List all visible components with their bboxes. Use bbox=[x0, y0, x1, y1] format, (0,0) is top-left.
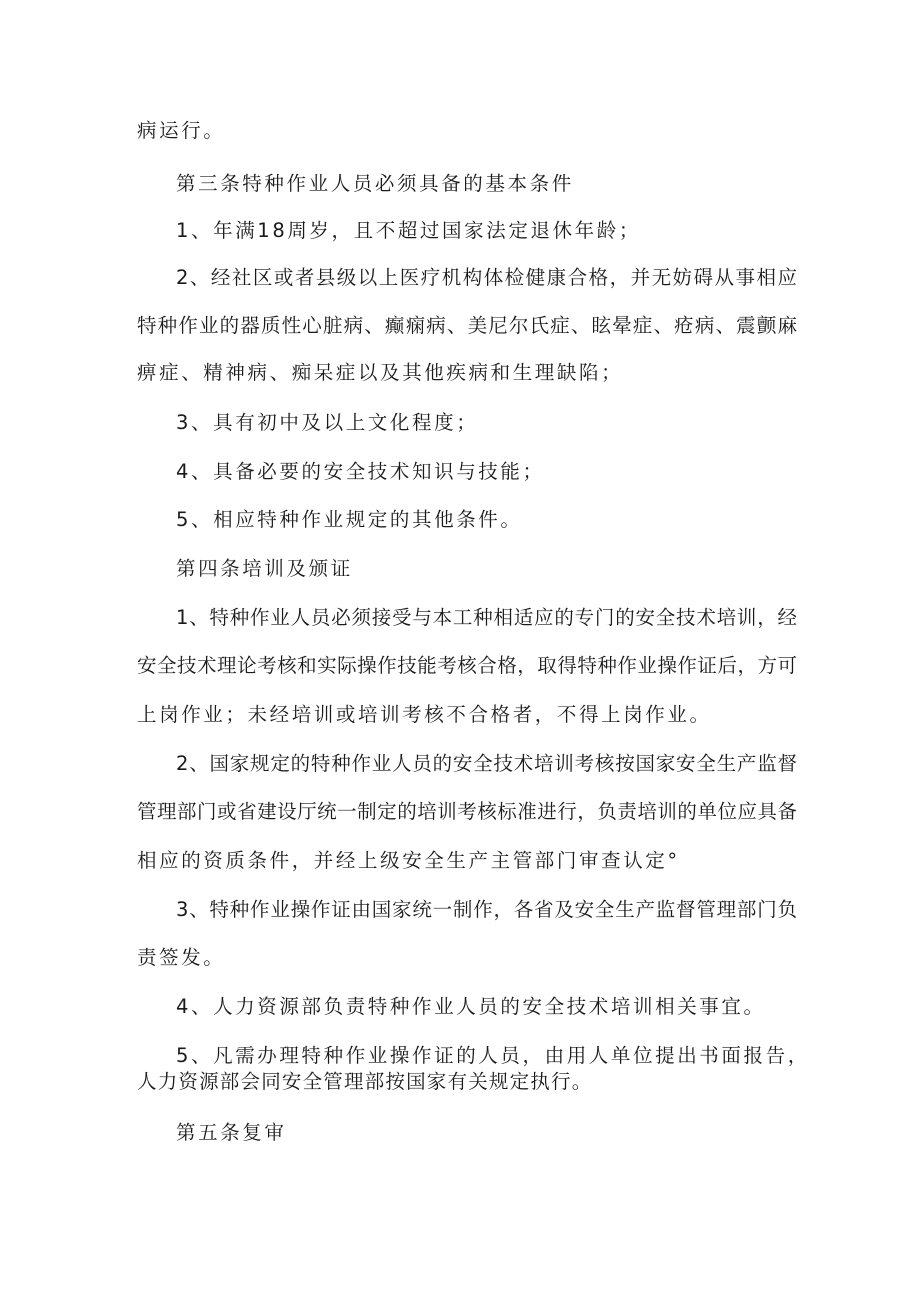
paragraph-line: 4、具备必要的安全技术知识与技能； bbox=[176, 460, 545, 483]
paragraph-line: 1、特种作业人员必须接受与本工种相适应的专门的安全技术培训，经 bbox=[176, 606, 797, 629]
section-heading: 第三条特种作业人员必须具备的基本条件 bbox=[176, 172, 574, 195]
paragraph-line: 责签发。 bbox=[137, 946, 226, 969]
paragraph-line: 上岗作业；未经培训或培训考核不合格者，不得上岗作业。 bbox=[137, 703, 712, 726]
paragraph-line: 3、特种作业操作证由国家统一制作，各省及安全生产监督管理部门负 bbox=[176, 898, 797, 921]
paragraph-line: 特种作业的器质性心脏病、癫痫病、美尼尔氏症、眩晕症、疮病、震颤麻 bbox=[137, 314, 797, 337]
paragraph-line: 5、相应特种作业规定的其他条件。 bbox=[176, 508, 523, 531]
section-heading: 第五条复审 bbox=[176, 1121, 287, 1144]
paragraph-line: 2、国家规定的特种作业人员的安全技术培训考核按国家安全生产监督 bbox=[176, 752, 797, 775]
paragraph-line: 安全技术理论考核和实际操作技能考核合格，取得特种作业操作证后，方可 bbox=[137, 654, 797, 677]
paragraph-line: 4、人力资源部负责特种作业人员的安全技术培训相关事宜。 bbox=[176, 995, 766, 1018]
paragraph-line: 人力资源部会同安全管理部按国家有关规定执行。 bbox=[137, 1070, 593, 1093]
paragraph-line: 相应的资质条件，并经上级安全生产主管部门审查认定° bbox=[137, 849, 680, 872]
paragraph-line: 痹症、精神病、痴呆症以及其他疾病和生理缺陷； bbox=[137, 361, 624, 384]
paragraph-line: 3、具有初中及以上文化程度； bbox=[176, 411, 479, 434]
paragraph-line: 2、经社区或者县级以上医疗机构体检健康合格，并无妨碍从事相应 bbox=[176, 266, 797, 289]
paragraph-line: 1、年满18周岁，且不超过国家法定退休年龄； bbox=[176, 219, 641, 242]
paragraph-line: 5、凡需办理特种作业操作证的人员，由用人单位提出书面报告， bbox=[176, 1044, 810, 1067]
paragraph-line: 管理部门或省建设厅统一制定的培训考核标准进行，负责培训的单位应具备 bbox=[137, 800, 797, 823]
paragraph-line: 病运行。 bbox=[137, 119, 226, 142]
section-heading: 第四条培训及颁证 bbox=[176, 557, 353, 580]
